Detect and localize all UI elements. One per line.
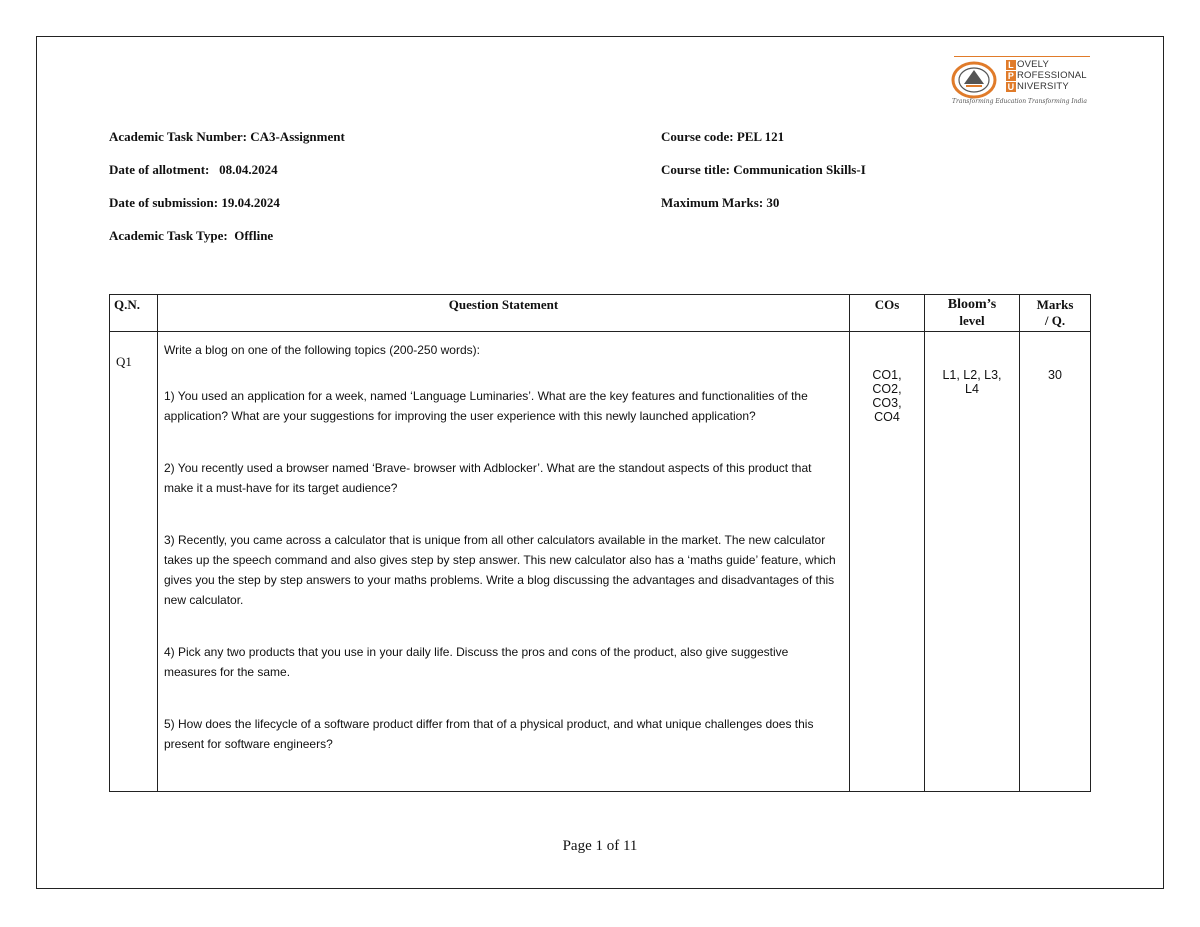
allotment-label: Date of allotment: [109,162,210,177]
university-seal-icon [950,60,998,100]
col-question-statement: Question Statement [158,295,850,332]
task-number: Academic Task Number: CA3-Assignment [109,129,345,144]
topic-2: 2) You recently used a browser named ‘Brave- browser with Adblocker’. What are the standout aspects of this product that make it a must-have for its target audience? [164,461,812,495]
page-number: Page 1 of 11 [562,838,638,854]
co-item: CO1, [872,368,902,382]
col-qn: Q.N. [110,295,158,332]
col-marks [1020,295,1091,332]
question-table [109,294,1091,792]
question-statement [158,332,850,792]
blooms-label: Bloom’s [947,297,997,312]
per-question-label: / Q. [1044,313,1066,328]
logo-rule [954,56,1090,57]
allotment-value: 08.04.2024 [219,162,278,177]
topic-3: 3) Recently, you came across a calculator that is unique from all other calculators available in the market. The new calculator takes up the speech command and also gives step by step answer. This new calculator also has a ‘maths guide’ feature, which gives you the step by step answers to your maths problems. Write a blog discussing the advantages and disadvantages of this new calculator. [164,533,836,607]
task-type-label: Academic Task Type: [109,228,228,243]
col-cos: COs [850,295,925,332]
maximum-marks: Maximum Marks: 30 [661,195,780,210]
marks-label: Marks [1036,297,1074,312]
co-item: CO4 [874,410,900,424]
logo-tagline: Transforming Education Transforming India [952,98,1087,105]
col-blooms-level [925,295,1020,332]
bloom-item: L4 [965,382,979,396]
topic-1: 1) You used an application for a week, named ‘Language Luminaries’. What are the key features and functionalities of the application? What are your suggestions for improving the user experience with this newly launched application? [164,389,808,423]
university-logo [950,56,1090,108]
level-label: level [959,313,985,328]
table-header-row [110,295,1091,332]
topic-4: 4) Pick any two products that you use in your daily life. Discuss the pros and cons of the product, also give suggestive measures for the same. [164,645,789,679]
co-item: CO3, [872,396,902,410]
bloom-item: L1, L2, L3, [942,368,1002,382]
topic-5: 5) How does the lifecycle of a software product differ from that of a physical product, and what unique challenges does this present for software engineers? [164,717,814,751]
course-outcomes [850,332,925,792]
task-type-value: Offline [234,228,274,243]
date-of-submission: Date of submission: 19.04.2024 [109,195,280,210]
task-type [109,228,273,244]
question-number: Q1 [110,332,158,792]
date-of-allotment [109,162,278,178]
question-intro: Write a blog on one of the following topics (200-250 words): [164,343,480,357]
co-item: CO2, [872,382,902,396]
course-title: Course title: Communication Skills-I [661,162,866,177]
blooms-levels [925,332,1020,792]
table-row [110,332,1091,792]
course-code: Course code: PEL 121 [661,129,785,144]
logo-wordmark: L OVELY P ROFESSIONAL U NIVERSITY [1007,59,1087,92]
marks-value: 30 [1020,332,1091,792]
